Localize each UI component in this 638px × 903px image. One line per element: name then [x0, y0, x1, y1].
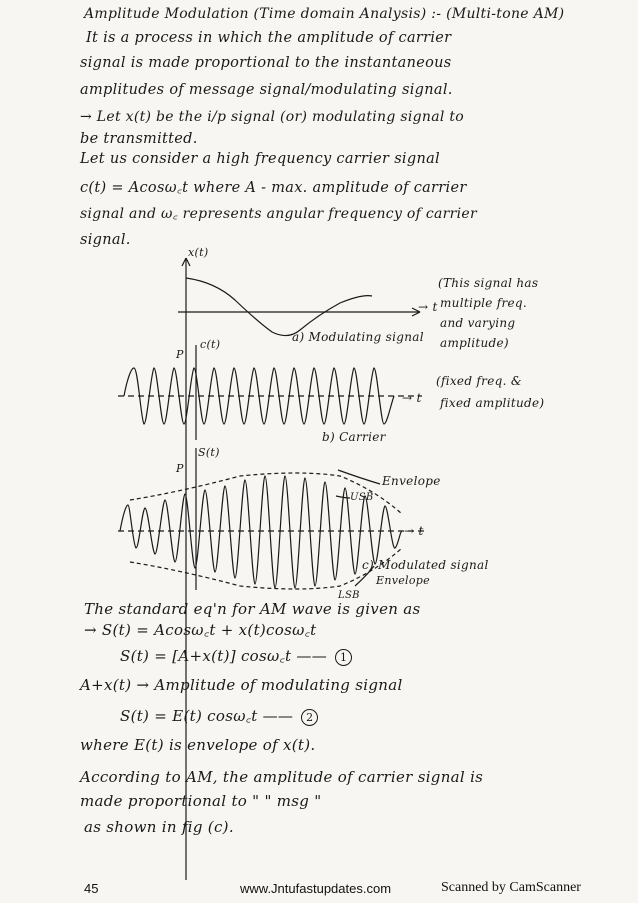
ct-axis-label: c(t) — [200, 338, 221, 351]
side-note-a-line: multiple freq. — [440, 296, 528, 310]
text-line: signal is made proportional to the instantaneous — [80, 55, 452, 71]
equation-text: S(t) = E(t) cosω꜀t — [120, 707, 258, 725]
side-note-a-line: (This signal has — [438, 276, 539, 290]
equation-number: 2 — [301, 709, 318, 726]
equation-line: S(t) = [A+x(t)] cosω꜀t —— 1 — [120, 646, 352, 666]
modulated-signal-caption: c) Modulated signal — [362, 558, 489, 572]
lsb-label: LSB — [338, 590, 360, 601]
text-line: It is a process in which the amplitude of carrier — [86, 30, 452, 46]
envelope-label: Envelope — [376, 574, 430, 587]
heading-line: Amplitude Modulation (Time domain Analysis) :- (Multi-tone AM) — [84, 6, 565, 22]
text-line: According to AM, the amplitude of carrier signal is — [80, 768, 484, 786]
equation-text: S(t) = [A+x(t)] cosω꜀t — [120, 647, 292, 665]
xt-axis-label: x(t) — [188, 246, 209, 259]
text-line: signal and ω꜀ represents angular frequency of carrier — [80, 206, 478, 222]
scanner-watermark: Scanned by CamScanner — [441, 880, 581, 895]
text-line: signal. — [80, 232, 131, 248]
side-note-a-line: amplitude) — [440, 336, 509, 350]
peak-label: P — [176, 348, 184, 361]
st-axis-label: S(t) — [198, 446, 220, 459]
t-axis-label: → t — [402, 391, 422, 405]
side-note-a-line: and varying — [440, 316, 516, 330]
equation-line: → S(t) = Acosω꜀t + x(t)cosω꜀t — [84, 621, 317, 639]
text-line: → Let x(t) be the i/p signal (or) modulating signal to — [80, 109, 465, 125]
carrier-caption: b) Carrier — [322, 430, 386, 444]
peak-label: P — [176, 462, 184, 475]
text-line: as shown in fig (c). — [84, 818, 234, 836]
text-line: be transmitted. — [80, 131, 198, 147]
text-line: amplitudes of message signal/modulating signal. — [80, 82, 453, 98]
text-line: where E(t) is envelope of x(t). — [80, 736, 316, 754]
envelope-label: Envelope — [382, 474, 441, 488]
text-line: Let us consider a high frequency carrier signal — [80, 151, 440, 167]
page-number: 45 — [84, 881, 99, 896]
modulating-signal-caption: a) Modulating signal — [292, 330, 424, 344]
t-axis-label: → t — [404, 524, 424, 538]
side-note-b-line: fixed amplitude) — [440, 396, 545, 410]
usb-label: USB — [350, 492, 374, 503]
t-axis-label: → t — [418, 300, 438, 314]
equation-line: A+x(t) → Amplitude of modulating signal — [80, 676, 403, 694]
text-line: c(t) = Acosω꜀t where A - max. amplitude of carrier — [80, 180, 467, 196]
equation-number: 1 — [335, 649, 352, 666]
equation-line: S(t) = E(t) cosω꜀t —— 2 — [120, 706, 318, 726]
text-line: The standard eq'n for AM wave is given as — [84, 600, 421, 618]
side-note-b-line: (fixed freq. & — [436, 374, 522, 388]
text-line: made proportional to " " msg " — [80, 792, 322, 810]
source-url[interactable]: www.Jntufastupdates.com — [240, 881, 392, 896]
page-footer — [0, 877, 638, 903]
